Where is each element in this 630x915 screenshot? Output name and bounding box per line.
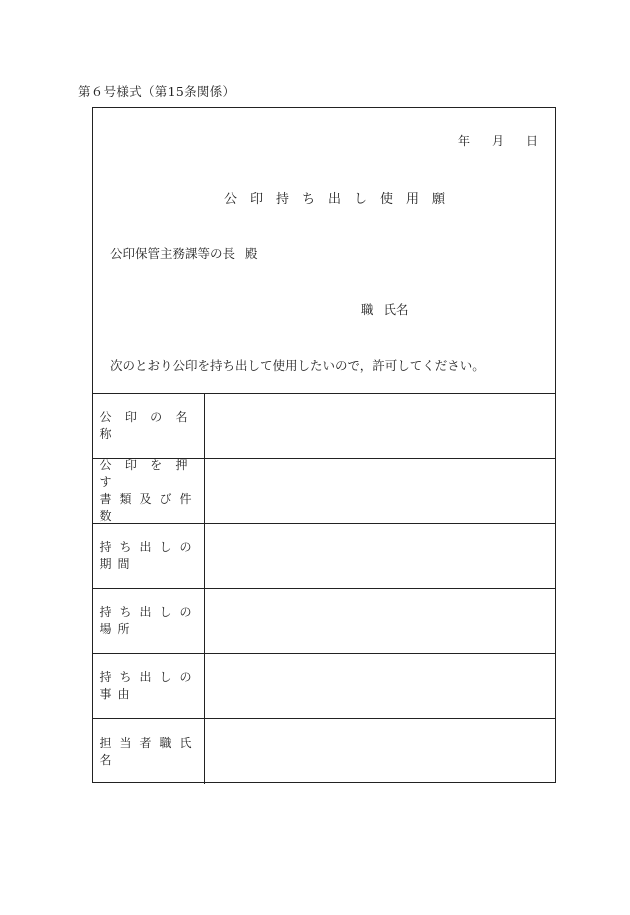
table-row [93,719,555,784]
row-label: 持ち出しの事由 [93,654,205,718]
date-line [458,132,538,149]
table-row [93,654,555,719]
row-label: 持ち出しの期間 [93,524,205,588]
row-label [93,459,205,523]
period-field[interactable] [205,524,555,588]
row-label: 担当者職氏名 [93,719,205,784]
row-label: 持ち出しの場所 [93,589,205,653]
form-header-section [93,108,555,394]
date-year: 年 [457,134,470,148]
addressee-honorific: 殿 [245,246,258,261]
seal-name-field[interactable] [205,394,555,458]
row-label: 公印の名称 [93,394,205,458]
applicant-name: 氏名 [383,302,409,317]
request-text: 次のとおり公印を持ち出して使用したいので，許可してください。 [110,358,485,373]
table-row [93,524,555,589]
application-form [92,107,556,783]
place-field[interactable] [205,589,555,653]
form-title: 公印持ち出し使用願 [224,192,459,207]
documents-field[interactable] [205,459,555,523]
table-row [93,589,555,654]
date-day: 日 [525,134,538,148]
form-number-label: 第６号様式（第15条関係） [78,84,236,99]
addressee-name: 公印保管主務課等の長 [110,246,236,261]
date-month: 月 [491,134,504,148]
table-row [93,459,555,524]
addressee [110,244,258,262]
applicant-position: 職 [361,302,374,317]
reason-field[interactable] [205,654,555,718]
row-label-line2: 書類及び件数 [99,492,198,523]
staff-name-field[interactable] [205,719,555,784]
applicant [361,300,409,318]
table-row [93,394,555,459]
row-label-line1: 公印を押す [99,458,198,489]
